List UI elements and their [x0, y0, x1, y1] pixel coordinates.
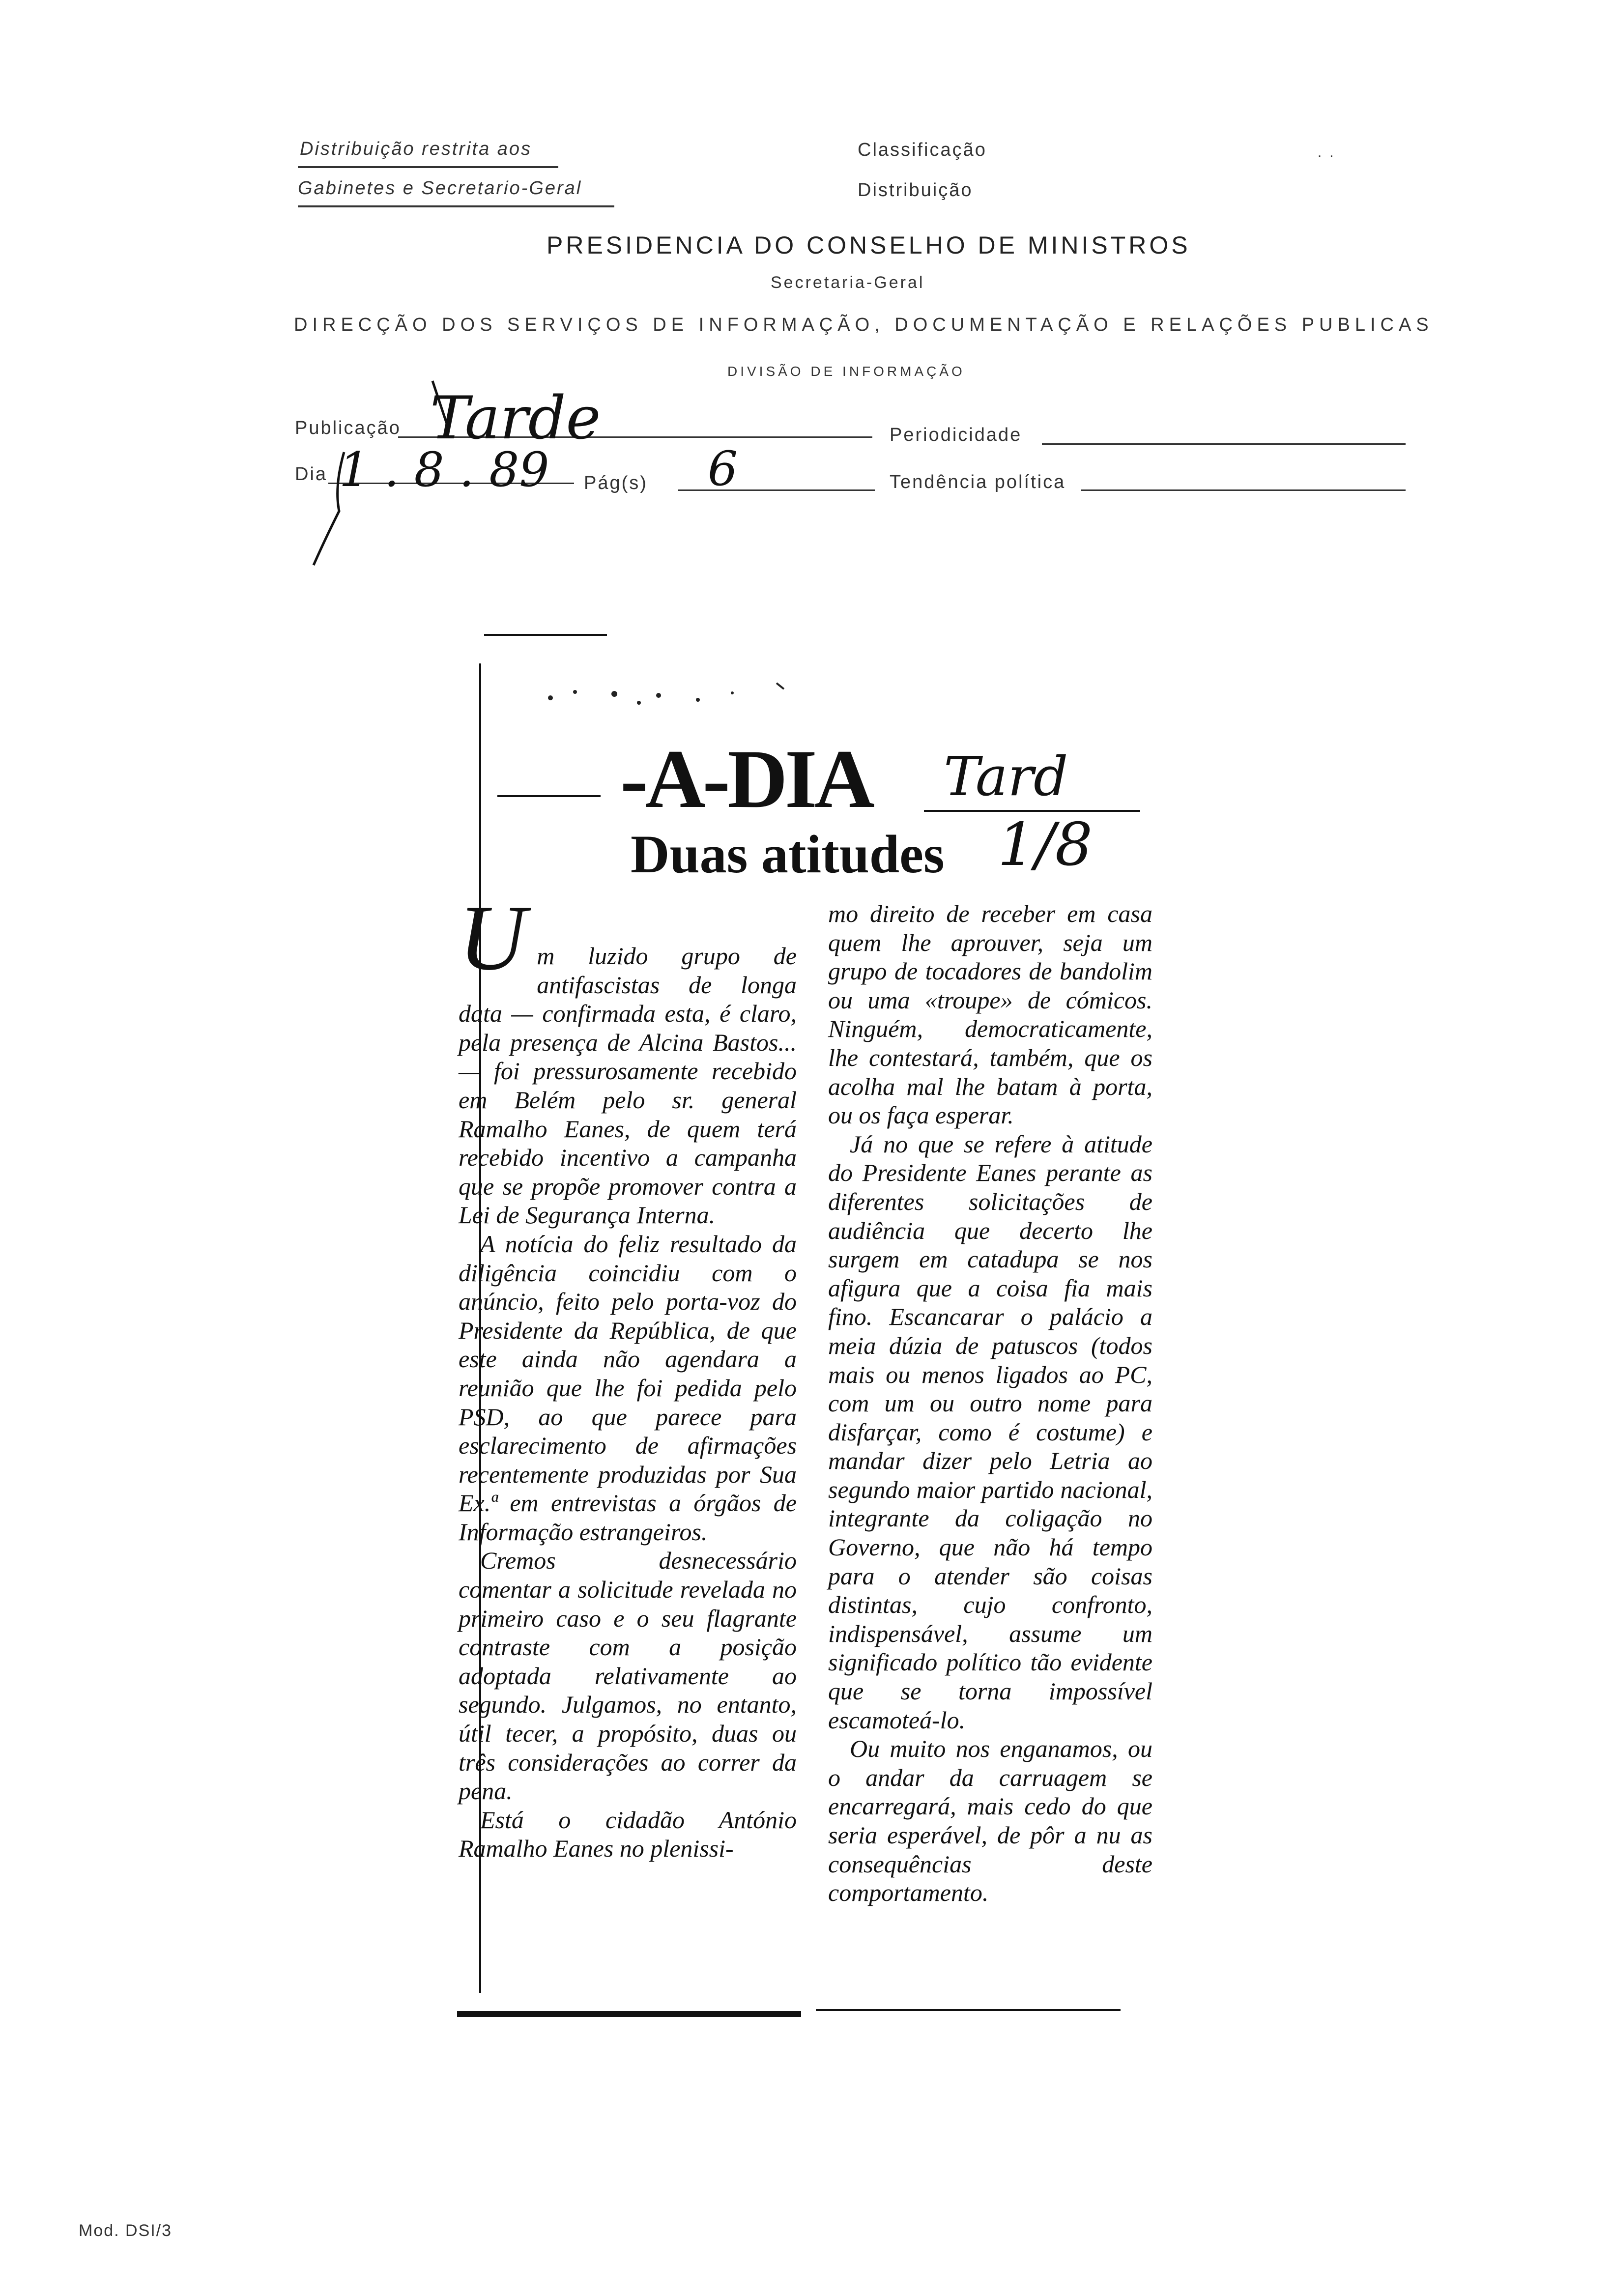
model-number: Mod. DSI/3: [79, 2221, 173, 2240]
tendency-label: Tendência política: [890, 472, 1066, 492]
publication-stroke-mark: [428, 378, 457, 428]
tendency-field-line: [1081, 489, 1406, 491]
distribution-underline: [298, 166, 558, 168]
pages-handwritten: 6: [708, 441, 738, 496]
clipping-bottom-rule-left: [457, 2011, 801, 2017]
left-paragraph-3: Cremos desnecessário comentar a solicitude revelada no primeiro caso e o seu flagrante contraste com a posição adoptada relativamente ao segundo. Julgamos, no entanto, útil tecer, a propósito, duas ou três considerações ao correr da pena.: [459, 1547, 797, 1805]
corner-mark: · ·: [1317, 147, 1336, 164]
pages-label: Pág(s): [584, 473, 648, 493]
right-paragraph-1: mo direito de receber em casa quem lhe aprouver, seja um grupo de tocadores de bandolim ou uma «troupe» de cómicos. Ninguém, democraticamente, lhe contestará, também, que os acolha mal lhe batam à porta, ou os faça esperar.: [828, 900, 1152, 1129]
page-title: PRESIDENCIA DO CONSELHO DE MINISTROS: [547, 231, 1191, 259]
clipping-bottom-rule-right: [816, 2009, 1121, 2011]
clipping-top-rule: [484, 634, 607, 636]
masthead: -A-DIA: [620, 733, 872, 825]
drop-cap: U: [459, 887, 526, 990]
right-paragraph-3: Ou muito nos enganamos, ou o andar da carruagem se encarregará, mais cedo do que seria esperável, de pôr a nu as consequências deste comportamento.: [828, 1735, 1152, 1907]
masthead-handwritten-note: Tard: [944, 745, 1068, 808]
page-subtitle: Secretaria-Geral: [771, 273, 925, 292]
publication-handwritten: Tarde: [430, 384, 601, 453]
left-paragraph-2: A notícia do feliz resultado da diligência coincidiu com o anúncio, feito pelo porta-voz do Presidente da República, de que este ainda não agendara a reunião que lhe foi pedida pelo PSD, ao que parece para esclarecimento de afirmações recentemente produzidas por Sua Ex.ª em entrevistas a órgãos de Informação estrangeiros.: [459, 1230, 797, 1546]
left-paragraph-1: m luzido grupo de antifascistas de longa data — confirmada esta, é claro, pela presença de Alcina Bastos... — foi pressurosamente recebido em Belém pelo sr. general Ramalho Eanes, de quem terá recebido incentivo a campanha que se propõe promover contra a Lei de Segurança Interna.: [459, 942, 797, 1229]
right-paragraph-2: Já no que se refere à atitude do Presidente Eanes perante as diferentes solicitações de audiência que decerto lhe surgem em catadupa se nos afigura que a coisa fia mais fino. Escancarar o palácio a meia dúzia de patuscos (todos mais ou menos ligados ao PC, com um ou outro nome para disfarçar, como é costume) e mandar dizer pelo Letria ao segundo maior partido nacional, integrante da coligação no Governo, que não há tempo para o atender são coisas distintas, cujo confronto, indispensável, assume um significado político tão evidente que se torna impossível escamoteá-lo.: [828, 1130, 1152, 1734]
classification-label: Classificação: [858, 140, 987, 160]
distribution-label: Distribuição: [858, 180, 973, 201]
headline: Duas atitudes: [631, 824, 945, 884]
offices-underline: [298, 205, 614, 207]
scan-speckle: [536, 668, 791, 727]
directorate-line: DIRECÇÃO DOS SERVIÇOS DE INFORMAÇÃO, DOCUMENTAÇÃO E RELAÇÕES PUBLICAS: [294, 315, 1434, 335]
division-line: DIVISÃO DE INFORMAÇÃO: [727, 364, 965, 379]
distribution-offices-text: Gabinetes e Secretario-Geral: [298, 178, 582, 199]
article-left-column: [459, 887, 797, 1863]
masthead-left-rule: [497, 795, 601, 797]
periodicity-label: Periodicidade: [890, 425, 1022, 445]
day-label: Dia: [295, 464, 328, 485]
left-paragraph-4: Está o cidadão António Ramalho Eanes no plenissi-: [459, 1806, 797, 1863]
publication-label: Publicação: [295, 418, 401, 438]
day-handwritten: 1 . 8 . 89: [339, 442, 549, 497]
day-stroke-mark: [305, 442, 364, 570]
periodicity-field-line: [1042, 443, 1406, 445]
distribution-restricted-text: Distribuição restrita aos: [300, 139, 532, 159]
article-right-column: [828, 899, 1152, 1907]
handwritten-date: 1/8: [998, 811, 1093, 879]
